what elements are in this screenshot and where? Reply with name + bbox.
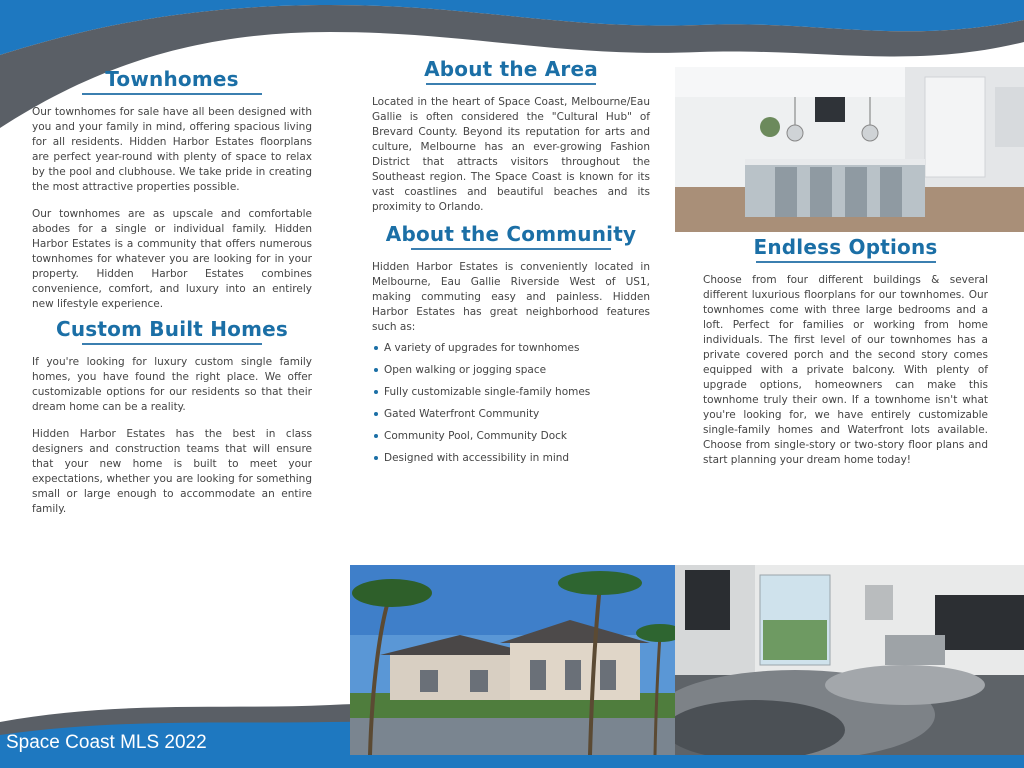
heading-rule bbox=[82, 343, 262, 345]
about-community-heading: About the Community bbox=[385, 222, 637, 246]
list-item: Gated Waterfront Community bbox=[372, 407, 650, 422]
community-features-list bbox=[372, 341, 650, 466]
list-item: Designed with accessibility in mind bbox=[372, 451, 650, 466]
list-item: Community Pool, Community Dock bbox=[372, 429, 650, 444]
bedroom-photo bbox=[675, 565, 1024, 755]
kitchen-photo bbox=[675, 67, 1024, 232]
list-item: Open walking or jogging space bbox=[372, 363, 650, 378]
endless-options-paragraph: Choose from four different buildings & several different luxurious floorplans for our townhomes. Our townhomes come with three large bedrooms and a loft. Perfect for families or working from home individuals. The first level of our townhomes has a private covered porch and the second story comes equipped with a private balcony. With plenty of upgrade options, homeowners can make this townhome truly their own. If a townhome isn't what you're looking for, we have entirely customizable single-family homes and Waterfront lots available. Choose from single-story or two-story floor plans and start planning your dream home today! bbox=[703, 274, 988, 466]
list-item: Fully customizable single-family homes bbox=[372, 385, 650, 400]
heading-rule bbox=[411, 248, 611, 250]
house-exterior-photo bbox=[350, 565, 675, 755]
custom-built-paragraph-1: If you're looking for luxury custom single family homes, you have found the right place. We offer customizable options for our residents so that their dream home can be a reality. bbox=[32, 356, 312, 413]
townhomes-heading: Townhomes bbox=[105, 67, 239, 91]
heading-rule bbox=[82, 93, 262, 95]
townhomes-paragraph-2: Our townhomes are as upscale and comfortable abodes for a single or individual family. Hidden Harbor Estates is a community that offers numerous townhomes for whatever you are looking for in your property. Hidden Harbor Estates combines convenience, comfort, and luxury into an entirely new lifestyle experience. bbox=[32, 208, 312, 310]
footer-credit: Space Coast MLS 2022 bbox=[6, 732, 207, 753]
middle-column bbox=[372, 57, 650, 473]
about-area-heading: About the Area bbox=[424, 57, 598, 81]
about-area-paragraph: Located in the heart of Space Coast, Melbourne/Eau Gallie is often considered the "Cultural Hub" of Brevard County. Beyond its reputation for arts and culture, Melbourne has an ever-growing Fashion District that attracts visitors throughout the Southeast region. The Space Coast is known for its vast coastlines and beautiful beaches and its proximity to Orlando. bbox=[372, 96, 650, 213]
custom-built-paragraph-2: Hidden Harbor Estates has the best in class designers and construction teams that will ensure that your new home is built to meet your expectations, whether you are looking for something small or large enough to accommodate an entire family. bbox=[32, 428, 312, 515]
custom-built-heading: Custom Built Homes bbox=[55, 317, 289, 341]
heading-rule bbox=[756, 261, 936, 263]
townhomes-paragraph-1: Our townhomes for sale have all been designed with you and your family in mind, offering spacious living for all residents. Hidden Harbor Estates floorplans are perfect year-round with plenty of space to relax by the pool and clubhouse. We take pride in creating the most attractive properties possible. bbox=[32, 106, 312, 193]
about-community-paragraph: Hidden Harbor Estates is conveniently located in Melbourne, Eau Gallie Riverside West of US1, making commuting easy and painless. Hidden Harbor Estates has great neighborhood features such as: bbox=[372, 261, 650, 333]
right-column bbox=[703, 235, 988, 480]
list-item: A variety of upgrades for townhomes bbox=[372, 341, 650, 356]
endless-options-heading: Endless Options bbox=[753, 235, 938, 259]
left-column bbox=[32, 67, 312, 529]
heading-rule bbox=[426, 83, 596, 85]
